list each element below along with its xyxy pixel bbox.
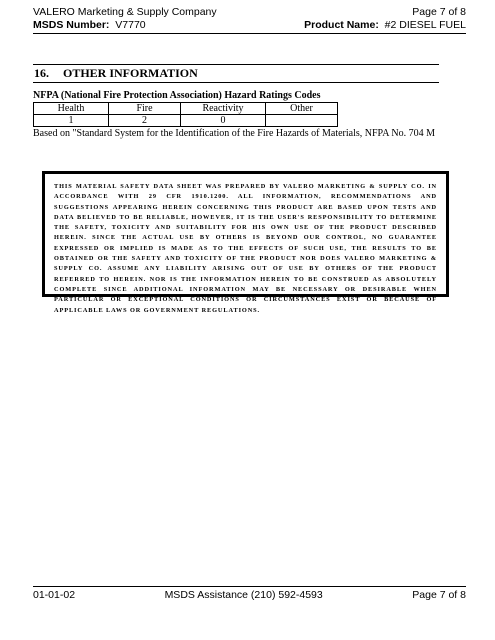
- table-row: [34, 115, 338, 127]
- disclaimer-box: [42, 171, 449, 314]
- header-health: Health: [34, 103, 109, 115]
- header-fire: Fire: [109, 103, 181, 115]
- value-health: 1: [34, 115, 109, 127]
- table-row: [34, 103, 338, 115]
- msds-number-label: MSDS Number:: [33, 19, 110, 31]
- section-title: OTHER INFORMATION: [63, 66, 198, 80]
- page-header: [33, 6, 466, 34]
- footer-page-number: Page 7 of 8: [412, 589, 466, 601]
- page-footer: [33, 586, 466, 601]
- value-fire: 2: [109, 115, 181, 127]
- header-other: Other: [266, 103, 338, 115]
- value-reactivity: 0: [181, 115, 266, 127]
- value-other: [266, 115, 338, 127]
- product-name: [304, 19, 466, 32]
- msds-number: [33, 19, 146, 32]
- section-heading: [33, 64, 439, 83]
- msds-number-value: V7770: [115, 19, 146, 31]
- footer-date: 01-01-02: [33, 589, 76, 601]
- section-16: [33, 64, 439, 83]
- product-name-value: #2 DIESEL FUEL: [384, 19, 466, 31]
- footer-assistance: MSDS Assistance (210) 592-4593: [164, 589, 323, 601]
- disclaimer-text: THIS MATERIAL SAFETY DATA SHEET WAS PREPARED BY VALERO MARKETING & SUPPLY CO. IN ACCORDANCE WITH 29 CFR 1910.1200. ALL INFORMATION, RECOMMENDATIONS AND SUGGESTIONS APPEARING HEREIN CONCERNING THIS PRODUCT ARE BASED UPON TESTS AND DATA BELIEVED TO BE RELIABLE, HOWEVER, IT IS THE USER'S RESPONSIBILITY TO DETERMINE THE SAFETY, TOXICITY AND SUITABILITY FOR HIS OWN USE OF THE PRODUCT DESCRIBED HEREIN. SINCE THE ACTUAL USE BY OTHERS IS BEYOND OUR CONTROL, NO GUARANTEE EXPRESSED OR IMPLIED IS MADE AS TO THE EFFECTS OF SUCH USE, THE RESULTS TO BE OBTAINED OR THE SAFETY AND TOXICITY OF THE PRODUCT NOR DOES VALERO MARKETING & SUPPLY CO. ASSUME ANY LIABILITY ARISING OUT OF USE BY OTHERS OF THE PRODUCT REFERRED TO HEREIN. NOR IS THE INFORMATION HEREIN TO BE CONSTRUED AS ABSOLUTELY COMPLETE SINCE ADDITIONAL INFORMATION MAY BE NECESSARY OR DESIRABLE WHEN PARTICULAR OR EXCEPTIONAL CONDITIONS OR CIRCUMSTANCES EXIST OR BECAUSE OF APPLICABLE LAWS OR GOVERNMENT REGULATIONS.: [54, 183, 437, 314]
- section-number: 16.: [34, 66, 49, 80]
- nfpa-heading: NFPA (National Fire Protection Association) Hazard Ratings Codes: [33, 90, 321, 101]
- nfpa-ratings-table: [33, 102, 338, 127]
- header-page-number: Page 7 of 8: [412, 6, 466, 18]
- nfpa-basis-note: Based on "Standard System for the Identification of the Fire Hazards of Materials, NFPA No. 704 M: [33, 128, 435, 139]
- company-name: VALERO Marketing & Supply Company: [33, 6, 217, 18]
- header-reactivity: Reactivity: [181, 103, 266, 115]
- product-name-label: Product Name:: [304, 19, 379, 31]
